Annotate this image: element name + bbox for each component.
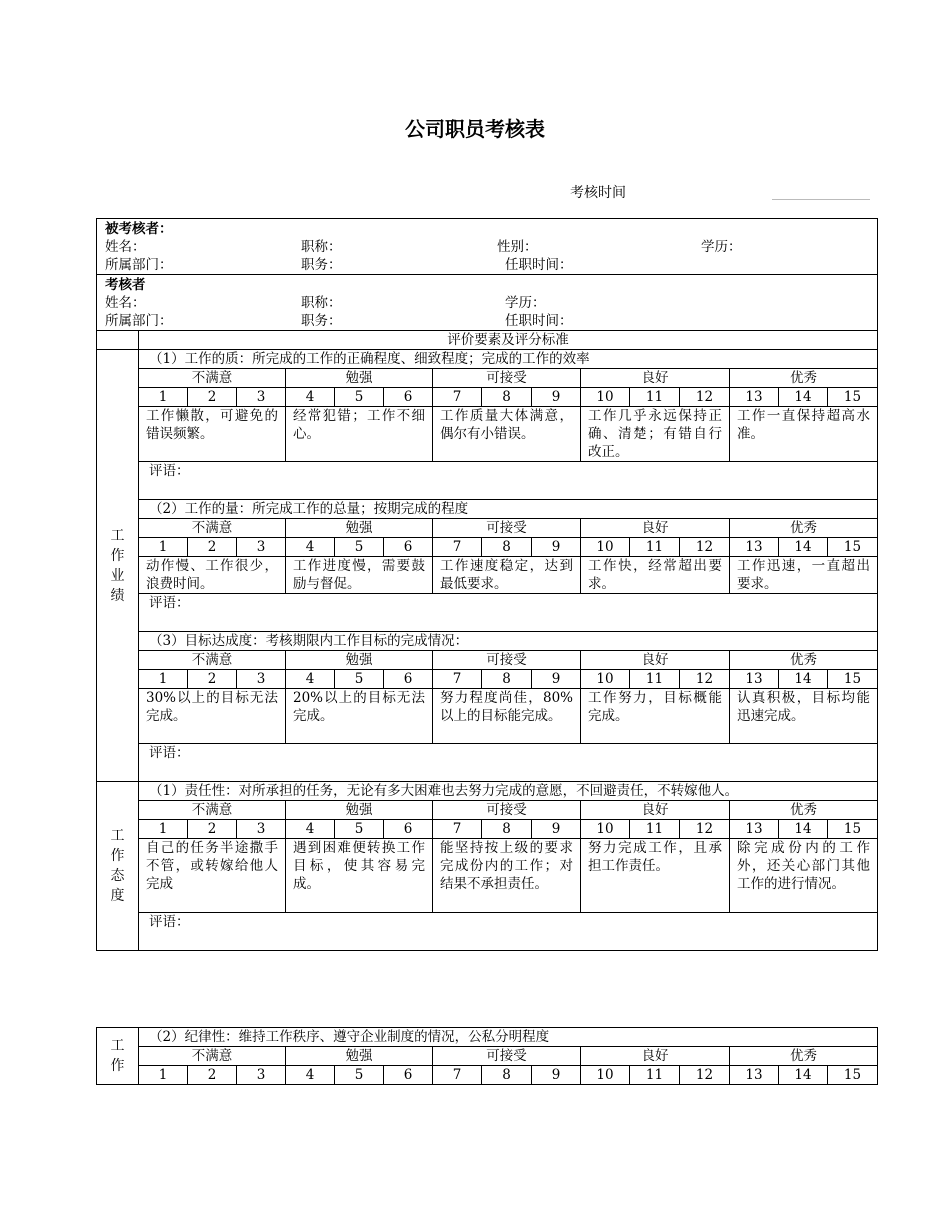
score-2[interactable]: 2 [188,1066,237,1085]
level-header-3: 良好 [581,651,730,670]
score-2[interactable]: 2 [188,388,237,407]
level-description-performance-2-3: 工作快，经常超出要求。 [581,557,730,594]
score-11[interactable]: 11 [630,1066,680,1085]
score-4[interactable]: 4 [286,538,335,557]
level-header-2: 可接受 [433,369,581,388]
evaluator-heading: 考核者 [105,277,146,293]
score-15[interactable]: 15 [828,670,878,689]
score-12[interactable]: 12 [680,538,730,557]
score-9[interactable]: 9 [532,820,581,839]
score-8[interactable]: 8 [482,1066,532,1085]
score-14[interactable]: 14 [779,1066,828,1085]
level-description-performance-2-0: 动作慢、工作很少，浪费时间。 [139,557,286,594]
score-5[interactable]: 5 [335,1066,384,1085]
remark-field-performance-1[interactable]: 评语： [139,462,878,500]
score-10[interactable]: 10 [581,538,630,557]
level-header-3: 良好 [581,369,730,388]
level-header-0: 不满意 [139,1047,286,1066]
score-8[interactable]: 8 [482,670,532,689]
evaluator-department-label: 所属部门： [105,313,173,329]
evaluatee-tenure-label: 任职时间： [505,257,573,273]
assessment-time-field[interactable] [772,199,870,200]
level-header-0: 不满意 [139,369,286,388]
score-5[interactable]: 5 [335,538,384,557]
level-description-performance-1-2: 工作质量大体满意，偶尔有小错误。 [433,407,581,462]
score-12[interactable]: 12 [680,1066,730,1085]
score-1[interactable]: 1 [139,820,188,839]
score-13[interactable]: 13 [730,820,779,839]
score-4[interactable]: 4 [286,388,335,407]
score-5[interactable]: 5 [335,670,384,689]
level-header-4: 优秀 [730,651,878,670]
remark-field-attitude-1[interactable]: 评语： [139,913,878,951]
score-3[interactable]: 3 [237,670,286,689]
score-10[interactable]: 10 [581,820,630,839]
score-8[interactable]: 8 [482,388,532,407]
score-6[interactable]: 6 [384,670,433,689]
score-4[interactable]: 4 [286,670,335,689]
assessment-form-table-continued [96,1027,878,1085]
level-description-attitude-1-3: 努力完成工作，且承担工作责任。 [581,839,730,913]
level-description-attitude-1-0: 自己的任务半途撒手不管，或转嫁给他人完成 [139,839,286,913]
level-header-4: 优秀 [730,801,878,820]
level-description-performance-3-4: 认真积极，目标均能迅速完成。 [730,689,878,744]
level-header-2: 可接受 [433,1047,581,1066]
level-header-0: 不满意 [139,801,286,820]
score-15[interactable]: 15 [828,820,878,839]
level-header-4: 优秀 [730,369,878,388]
score-7[interactable]: 7 [433,388,482,407]
score-12[interactable]: 12 [680,388,730,407]
evaluator-education-label: 学历： [505,295,546,311]
score-7[interactable]: 7 [433,538,482,557]
criterion-title-attitude-1: （1）责任性：对所承担的任务，无论有多大困难也去努力完成的意愿，不回避责任，不转嫁他人。 [139,782,878,801]
level-header-1: 勉强 [286,801,433,820]
score-15[interactable]: 15 [828,538,878,557]
level-header-4: 优秀 [730,519,878,538]
level-header-3: 良好 [581,1047,730,1066]
evaluatee-gender-label: 性别： [497,239,538,255]
score-13[interactable]: 13 [730,670,779,689]
level-description-performance-1-4: 工作一直保持超高水准。 [730,407,878,462]
score-6[interactable]: 6 [384,820,433,839]
level-header-2: 可接受 [433,801,581,820]
score-6[interactable]: 6 [384,538,433,557]
score-9[interactable]: 9 [532,538,581,557]
evaluator-name-label: 姓名： [105,295,146,311]
criterion-title-performance-1: （1）工作的质：所完成的工作的正确程度、细致程度；完成的工作的效率 [139,350,878,369]
score-2[interactable]: 2 [188,820,237,839]
score-11[interactable]: 11 [630,388,680,407]
criterion-title-performance-3: （3）目标达成度：考核期限内工作目标的完成情况： [139,632,878,651]
score-14[interactable]: 14 [779,388,828,407]
score-12[interactable]: 12 [680,670,730,689]
level-description-performance-3-3: 工作努力，目标概能完成。 [581,689,730,744]
score-11[interactable]: 11 [630,820,680,839]
evaluator-info [97,275,878,331]
level-description-attitude-1-1: 遇到困难便转换工作目标，使其容易完成。 [286,839,433,913]
criterion-title-performance-2: （2）工作的量：所完成工作的总量；按期完成的程度 [139,500,878,519]
level-header-2: 可接受 [433,519,581,538]
level-description-performance-2-4: 工作迅速，一直超出要求。 [730,557,878,594]
score-3[interactable]: 3 [237,538,286,557]
evaluatee-info [97,219,878,275]
level-description-performance-3-2: 努力程度尚佳，80%以上的目标能完成。 [433,689,581,744]
score-13[interactable]: 13 [730,538,779,557]
score-15[interactable]: 15 [828,388,878,407]
score-1[interactable]: 1 [139,1066,188,1085]
remark-field-performance-2[interactable]: 评语： [139,594,878,632]
evaluatee-position-label: 职务： [301,257,342,273]
remark-field-performance-3[interactable]: 评语： [139,744,878,782]
score-10[interactable]: 10 [581,388,630,407]
score-1[interactable]: 1 [139,388,188,407]
level-header-1: 勉强 [286,651,433,670]
score-4[interactable]: 4 [286,1066,335,1085]
assessment-form-table [96,218,878,951]
level-description-performance-2-2: 工作速度稳定，达到最低要求。 [433,557,581,594]
level-header-0: 不满意 [139,519,286,538]
score-2[interactable]: 2 [188,670,237,689]
score-10[interactable]: 10 [581,670,630,689]
level-header-0: 不满意 [139,651,286,670]
level-header-1: 勉强 [286,1047,433,1066]
level-description-performance-1-3: 工作几乎永远保持正确、清楚；有错自行改正。 [581,407,730,462]
evaluatee-department-label: 所属部门： [105,257,173,273]
assessment-time-label: 考核时间 [570,185,626,201]
score-10[interactable]: 10 [581,1066,630,1085]
score-11[interactable]: 11 [630,670,680,689]
score-1[interactable]: 1 [139,670,188,689]
level-description-attitude-1-2: 能坚持按上级的要求完成份内的工作；对结果不承担责任。 [433,839,581,913]
score-7[interactable]: 7 [433,670,482,689]
score-9[interactable]: 9 [532,670,581,689]
score-7[interactable]: 7 [433,820,482,839]
level-header-3: 良好 [581,801,730,820]
score-9[interactable]: 9 [532,1066,581,1085]
level-description-attitude-1-4: 除完成份内的工作外，还关心部门其他工作的进行情况。 [730,839,878,913]
evaluator-title-label: 职称： [301,295,342,311]
evaluatee-title-label: 职称： [301,239,342,255]
score-12[interactable]: 12 [680,820,730,839]
evaluatee-heading: 被考核者： [105,221,173,237]
evaluator-position-label: 职务： [301,313,342,329]
level-description-performance-3-1: 20%以上的目标无法完成。 [286,689,433,744]
score-13[interactable]: 13 [730,388,779,407]
score-14[interactable]: 14 [779,820,828,839]
level-description-performance-1-0: 工作懒散，可避免的错误频繁。 [139,407,286,462]
score-5[interactable]: 5 [335,388,384,407]
criteria-header-blank [97,331,139,350]
score-3[interactable]: 3 [237,1066,286,1085]
score-6[interactable]: 6 [384,1066,433,1085]
level-header-1: 勉强 [286,519,433,538]
level-header-3: 良好 [581,519,730,538]
score-3[interactable]: 3 [237,388,286,407]
score-3[interactable]: 3 [237,820,286,839]
evaluator-tenure-label: 任职时间： [505,313,573,329]
score-8[interactable]: 8 [482,538,532,557]
score-14[interactable]: 14 [779,670,828,689]
evaluatee-name-label: 姓名： [105,239,146,255]
criteria-header: 评价要素及评分标准 [139,331,878,350]
level-description-performance-2-1: 工作进度慢，需要鼓励与督促。 [286,557,433,594]
criterion-title-attitude-2: （2）纪律性：维持工作秩序、遵守企业制度的情况，公私分明程度 [139,1028,878,1047]
score-15[interactable]: 15 [828,1066,878,1085]
section-label-attitude: 工 作 态 度 [97,782,139,951]
score-4[interactable]: 4 [286,820,335,839]
score-14[interactable]: 14 [779,538,828,557]
score-7[interactable]: 7 [433,1066,482,1085]
score-9[interactable]: 9 [532,388,581,407]
section-label-performance: 工 作 业 绩 [97,350,139,782]
page-title: 公司职员考核表 [405,117,545,141]
score-2[interactable]: 2 [188,538,237,557]
score-1[interactable]: 1 [139,538,188,557]
level-header-1: 勉强 [286,369,433,388]
level-header-4: 优秀 [730,1047,878,1066]
level-description-performance-3-0: 30%以上的目标无法完成。 [139,689,286,744]
level-header-2: 可接受 [433,651,581,670]
score-11[interactable]: 11 [630,538,680,557]
score-13[interactable]: 13 [730,1066,779,1085]
evaluatee-education-label: 学历： [701,239,742,255]
score-5[interactable]: 5 [335,820,384,839]
level-description-performance-1-1: 经常犯错；工作不细心。 [286,407,433,462]
score-8[interactable]: 8 [482,820,532,839]
score-6[interactable]: 6 [384,388,433,407]
section-label-continued: 工 作 [97,1028,139,1085]
